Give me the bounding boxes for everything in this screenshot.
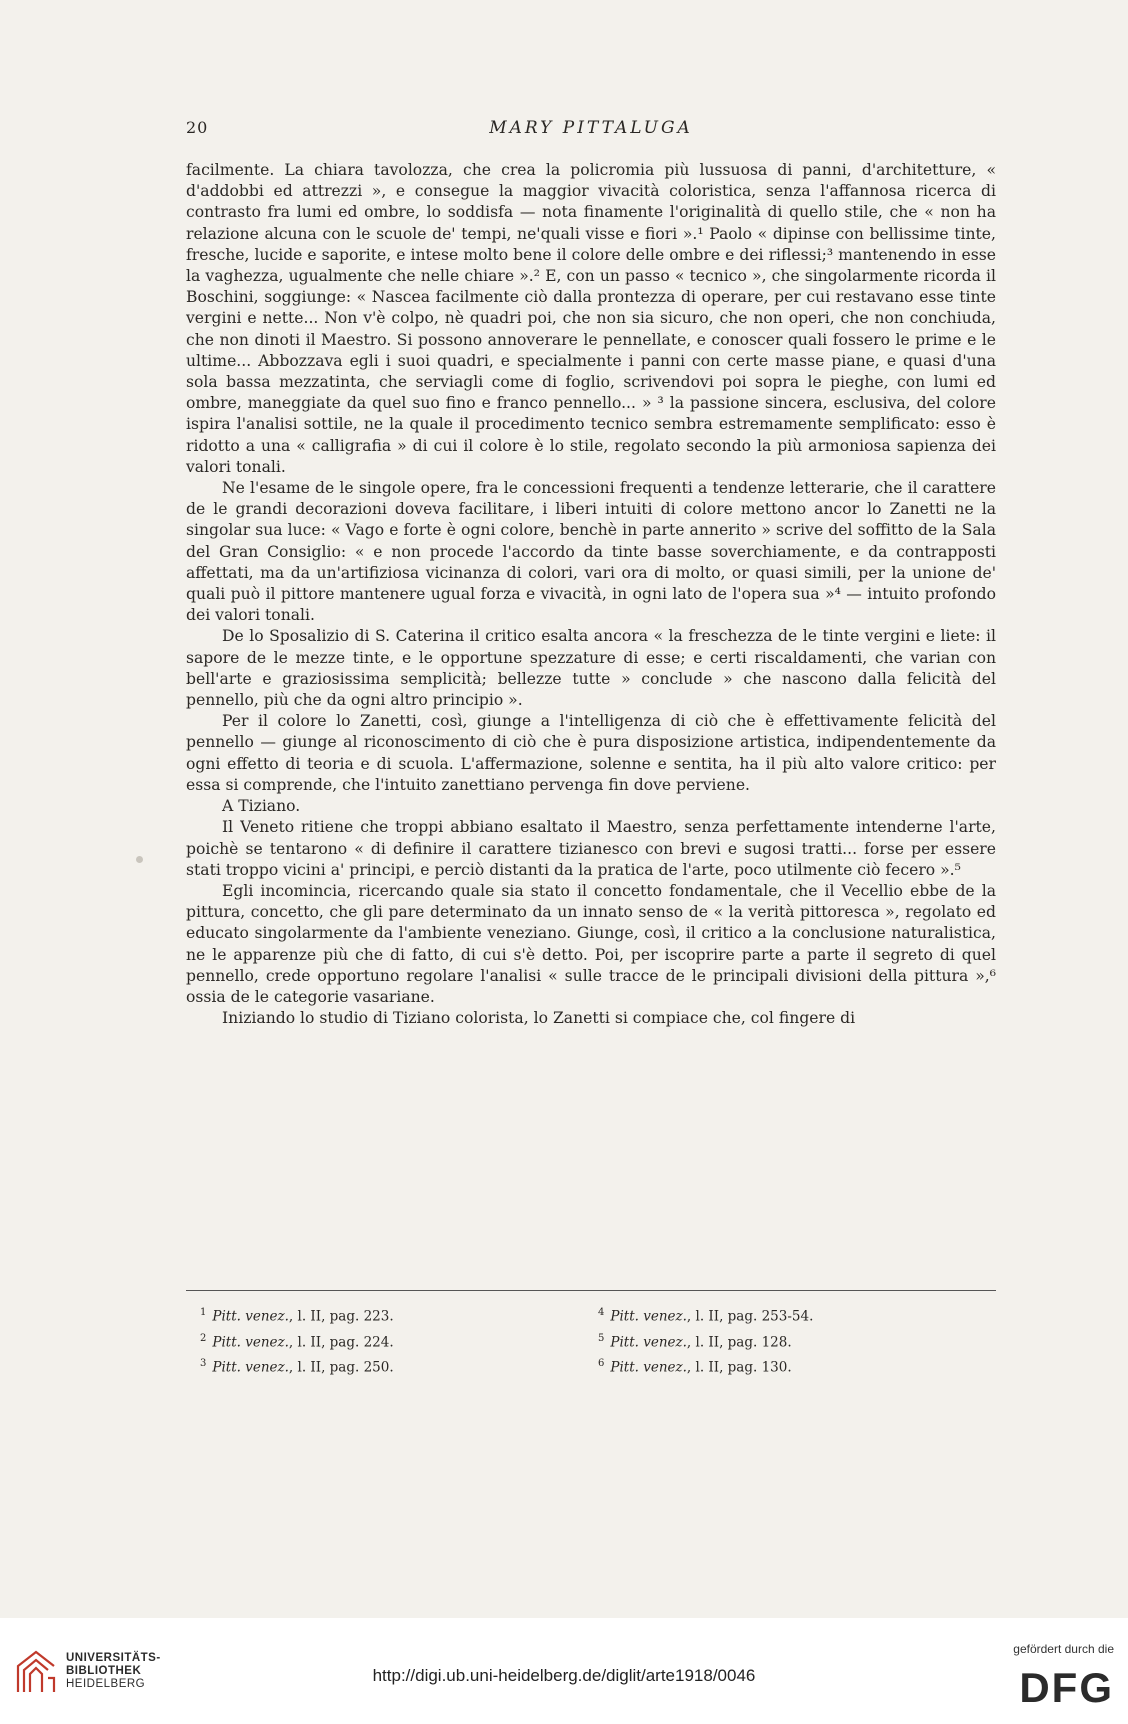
paragraph: De lo Sposalizio di S. Caterina il critico esalta ancora « la freschezza de le tinte vergini e liete: il sapore de le mezze tinte, e le opportune spezzature di esse; e certi riscaldamenti, che varian con bell'arte e graziosissima semplicità; bellezze tutte » conclude » che nascono dalla felicità del pennello, più che da ogni altro principio ». xyxy=(186,627,996,710)
footnote: $^4$ Pitt. venez., l. II, pag. 253-54. xyxy=(598,1307,814,1325)
running-title: MARY PITTALUGA xyxy=(489,118,693,138)
paragraph: facilmente. La chiara tavolozza, che crea la policromia più lussuosa di panni, d'architetture, « d'addobbi ed attrezzi », e consegue la maggior vivacità coloristica, senza l'affannosa ricerca di contrasto fra lumi ed ombre, lo soddisfa — nota finamente l'originalità di quello stile, che « non ha relazione alcuna con le scuole de' tempi, ne'quali visse e fiori ».¹ Paolo « dipinse con bellissime tinte, fresche, lucide e saporite, e intese molto bene il colore delle ombre e dei riflessi;³ mantenendo in esse la vaghezza, ugualmente che nelle chiare ».² E, con un passo « tecnico », che singolarmente ricorda il Boschini, soggiunge: « Nascea facilmente ciò dalla prontezza di operare, per cui restavano esse tinte vergini e nette... Non v'è colpo, nè quadri poi, che non sia sicuro, che non operi, che non conchiuda, che non dinoti il Maestro. Si possono annoverare le pennellate, e conoscer quali fossero le prime e le ultime... Abbozzava egli i suoi quadri, e specialmente i panni con certe masse piane, e quasi d'una sola bassa mezzatinta, che serviagli come di foglio, scrivendovi poi sopra le pieghe, con lumi ed ombre, maneggiate da quel suo fino e franco pennello... » ³ la passione sincera, esclusiva, del colore ispira l'analisi sottile, ne la quale il procedimento tecnico sembra estremamente semplificato: esso è ridotto a una « calligrafia » di cui il colore è lo stile, regolato secondo la più armoniosa sapienza dei valori tonali. xyxy=(186,161,996,476)
footnotes xyxy=(200,1302,996,1379)
footnote-column xyxy=(598,1302,996,1379)
page-number: 20 xyxy=(186,118,209,137)
footnote-divider xyxy=(186,1290,996,1291)
funding-caption: gefördert durch die xyxy=(1013,1642,1114,1656)
page-header xyxy=(186,118,996,148)
footnote: $^3$ Pitt. venez., l. II, pag. 250. xyxy=(200,1358,394,1376)
footnote-column xyxy=(200,1302,598,1379)
paragraph: Per il colore lo Zanetti, così, giunge a l'intelligenza di ciò che è effettivamente felicità del pennello — giunge al riconoscimento di ciò che è pura disposizione artistica, indipendentemente da ogni effetto di teoria e di scuola. L'affermazione, solenne e sentita, ha il più alto valore critico: per essa si comprende, che l'intuito zanettiano pervenga fin dove perviene. xyxy=(186,712,996,794)
footnote: $^1$ Pitt. venez., l. II, pag. 223. xyxy=(200,1307,394,1325)
paragraph: Il Veneto ritiene che troppi abbiano esaltato il Maestro, senza perfettamente intenderne l'arte, poichè se tentarono « di definire il carattere tizianesco con brevi e sugosi tratti... forse per essere stati troppo vicini a' principi, e perciò distanti da la pratica de l'arte, poco utilmente ciò fecero ».⁵ xyxy=(186,818,996,879)
permalink-url[interactable]: http://digi.ub.uni-heidelberg.de/diglit/arte1918/0046 xyxy=(372,1666,756,1685)
dfg-logo: DFG xyxy=(1019,1664,1114,1711)
body-text xyxy=(186,160,996,1029)
paragraph: Iniziando lo studio di Tiziano colorista, lo Zanetti si compiace che, col fingere di xyxy=(222,1009,856,1028)
paragraph: A Tiziano. xyxy=(222,797,301,816)
library-name: UNIVERSITÄTS- BIBLIOTHEK HEIDELBERG xyxy=(66,1652,161,1690)
paragraph: Ne l'esame de le singole opere, fra le concessioni frequenti a tendenze letterarie, che il carattere de le grandi decorazioni doveva facilitare, i liberi intuiti di colore mettono ancor lo Zanetti ne la singolar sua luce: « Vago e forte è ogni colore, benchè in parte annerito » scrive del soffitto de la Sala del Gran Consiglio: « e non procede l'accordo da tinte basse soverchiamente, e da contrapposti affettati, ma da un'artifiziosa vicinanza di colori, vari ora di molto, or quasi simili, per la unione de' quali può il pittore mantenere ugual forza e vivacità, in ogni lato de l'opera sua »⁴ — intuito profondo dei valori tonali. xyxy=(186,479,996,625)
margin-mark xyxy=(136,856,143,863)
viewer-footer xyxy=(0,1618,1128,1724)
footnote: $^6$ Pitt. venez., l. II, pag. 130. xyxy=(598,1358,792,1376)
footnote: $^5$ Pitt. venez., l. II, pag. 128. xyxy=(598,1332,792,1350)
paragraph: Egli incomincia, ricercando quale sia stato il concetto fondamentale, che il Vecellio ebbe de la pittura, concetto, che gli pare determinato da un innato senso de « la verità pittoresca », regolato ed educato singolarmente da l'ambiente veneziano. Giunge, così, il critico a la conclusione naturalistica, ne le apparenze più che di fatto, di cui s'è detto. Poi, per iscoprire parte a parte il segreto di quel pennello, crede opportuno regolare l'analisi « sulle tracce de le principali divisioni della pittura »,⁶ ossia de le categorie vasariane. xyxy=(186,881,996,1006)
footnote: $^2$ Pitt. venez., l. II, pag. 224. xyxy=(200,1332,394,1350)
